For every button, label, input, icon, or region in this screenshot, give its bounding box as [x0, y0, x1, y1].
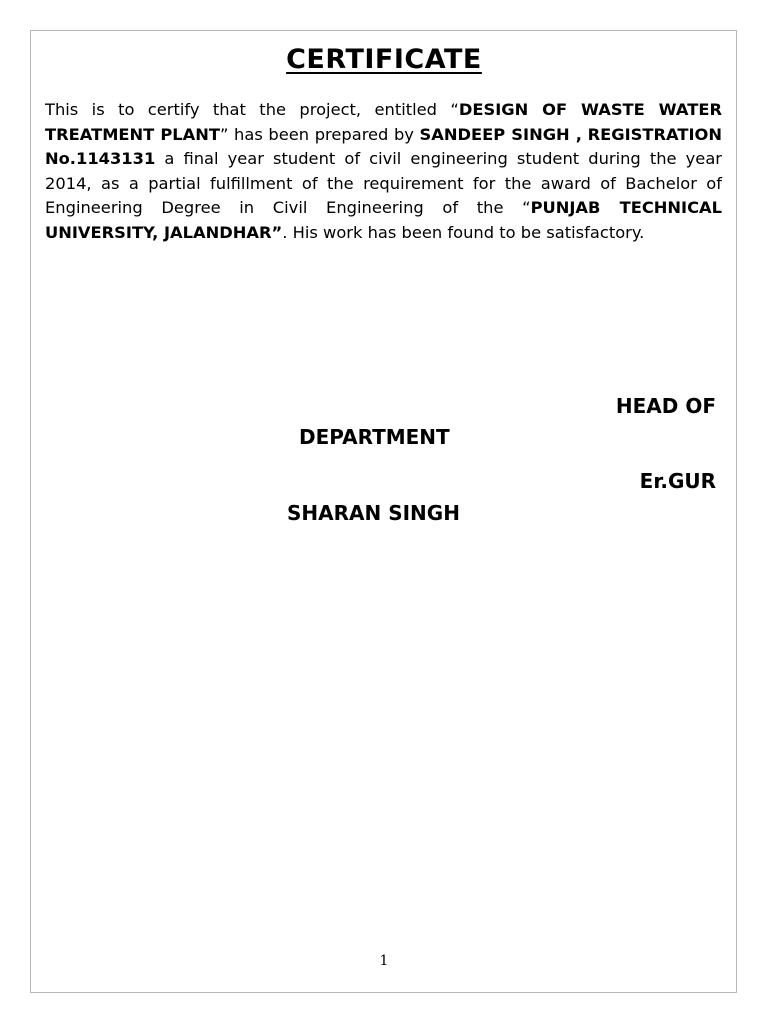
certificate-title: CERTIFICATE [286, 44, 482, 75]
student-name: SANDEEP SINGH , [419, 124, 582, 144]
signature-name-line-2: SHARAN SINGH [287, 501, 460, 525]
body-text-4: a final year student of civil engineering student during the year 2014, as a partial fulfillment of the requirement for the award of Bachelor of Engineering Degree in Civil Engineering of the “ [45, 149, 722, 217]
signature-role-line-1: HEAD OF [615, 394, 716, 418]
body-text-2: ” has been prepared by [220, 124, 420, 144]
university-name: PUNJAB TECHNICAL UNIVERSITY, JALANDHAR” [45, 198, 722, 242]
signature-role-line-2: DEPARTMENT [299, 425, 450, 449]
body-text-5: . His work has been found to be satisfactory. [282, 222, 645, 242]
registration-number: REGISTRATION No.1143131 [45, 124, 722, 168]
page-number: 1 [379, 953, 389, 969]
project-title: DESIGN OF WASTE WATER TREATMENT PLANT [45, 100, 722, 144]
body-text-1: This is to certify that the project, entitled “ [45, 100, 459, 119]
signature-name-line-1: Er.GUR [639, 469, 716, 493]
certificate-body [45, 98, 722, 245]
